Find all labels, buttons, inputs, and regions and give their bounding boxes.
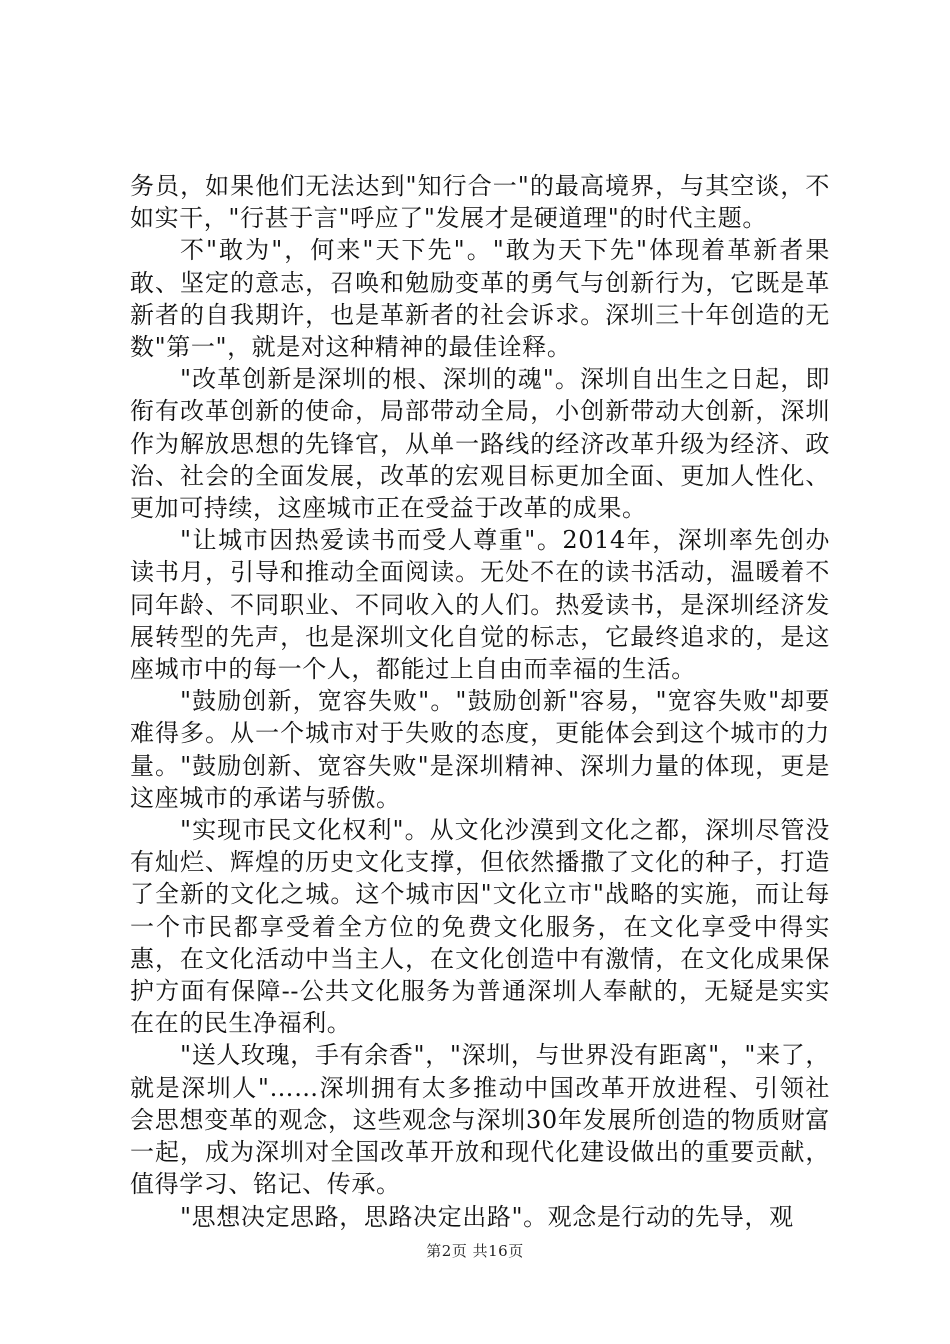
paragraph-thinking-decides: "思想决定思路，思路决定出路"。观念是行动的先导，观: [180, 1202, 794, 1231]
paragraph-cultural-rights: "实现市民文化权利"。从文化沙漠到文化之都，深圳尽管没有灿烂、辉煌的历史文化支撑，但依然播撒了文化的种子，打造了全新的文化之城。这个城市因"文化立市"战略的实施，而让每一个市民都享受着全方位的免费文化服务，在文化享受中得实惠，在文化活动中当主人，在文化创造中有激情，在文化成果保护方面有保障--公共文化服务为普通深圳人奉献的，无疑是实实在在的民生净福利。: [130, 816, 830, 1038]
paragraph-tolerate-failure: "鼓励创新，宽容失败"。"鼓励创新"容易，"宽容失败"却要难得多。从一个城市对于失败的态度，更能体会到这个城市的力量。"鼓励创新、宽容失败"是深圳精神、深圳力量的体现，更是这座城市的承诺与骄傲。: [130, 687, 830, 812]
page-footer: 第2页 共16页: [426, 1242, 524, 1260]
paragraph-dare-to-be-first: 不"敢为"，何来"天下先"。"敢为天下先"体现着革新者果敢、坚定的意志，召唤和勉励变革的勇气与创新行为，它既是革新者的自我期许，也是革新者的社会诉求。深圳三十年创造的无数"第一"，就是对这种精神的最佳诠释。: [130, 236, 830, 362]
paragraph-reform-innovation: "改革创新是深圳的根、深圳的魂"。深圳自出生之日起，即衔有改革创新的使命，局部带动全局，小创新带动大创新，深圳作为解放思想的先锋官，从单一路线的经济改革升级为经济、政治、社会的全面发展，改革的宏观目标更加全面、更加人性化、更加可持续，这座城市正在受益于改革的成果。: [130, 365, 830, 523]
paragraph-reading: "让城市因热爱读书而受人尊重"。2014年，深圳率先创办读书月，引导和推动全面阅读。无处不在的读书活动，温暖着不同年龄、不同职业、不同收入的人们。热爱读书，是深圳经济发展转型的先声，也是深圳文化自觉的标志，它最终追求的，是这座城市中的每一个人，都能过上自由而幸福的生活。: [130, 526, 830, 684]
paragraph-continuation: 务员，如果他们无法达到"知行合一"的最高境界，与其空谈，不如实干，"行甚于言"呼应了"发展才是硬道理"的时代主题。: [130, 172, 830, 233]
body-text: [130, 170, 830, 1233]
paragraph-shenzhen-concepts: "送人玫瑰，手有余香"，"深圳，与世界没有距离"，"来了，就是深圳人"……深圳拥有太多推动中国改革开放进程、引领社会思想变革的观念，这些观念与深圳30年发展所创造的物质财富一起，成为深圳对全国改革开放和现代化建设做出的重要贡献，值得学习、铭记、传承。: [130, 1041, 830, 1199]
